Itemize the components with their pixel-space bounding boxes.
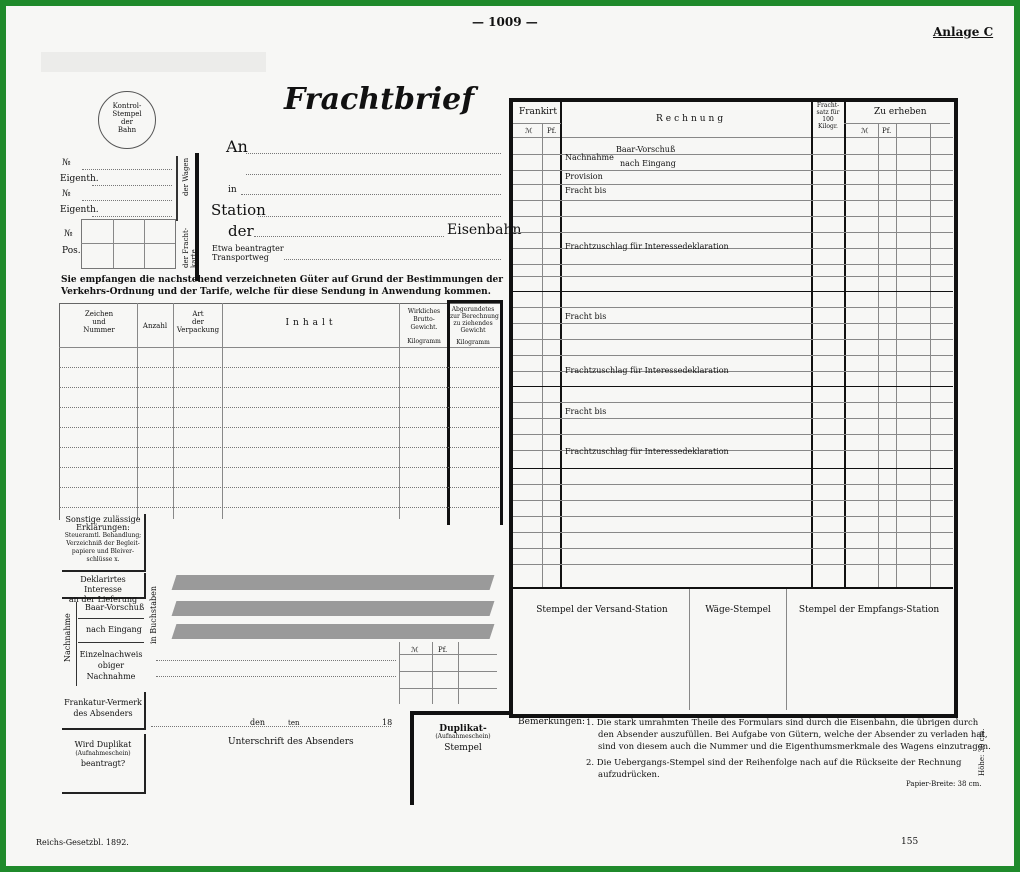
document-page	[6, 6, 1014, 866]
einzel-m-header: ℳ	[411, 646, 419, 654]
frankirt-header: Frankirt	[519, 107, 557, 117]
remarks-label: Bemerkungen:	[518, 717, 586, 727]
header-line: Art	[192, 310, 204, 318]
sig-year: 18	[382, 718, 393, 727]
block-line: Stempel	[444, 743, 482, 753]
paper-height: Höhe: 30 cm.	[978, 728, 986, 776]
page-number: — 1009 —	[472, 15, 538, 29]
header-line: Kilogramm	[456, 339, 490, 346]
col-header-inhalt: Inhalt	[285, 318, 337, 328]
transport-label	[212, 244, 284, 262]
col-header-abgerundet	[450, 306, 499, 346]
rechnung-zuschlag: Frachtzuschlag für Interessedeklaration	[565, 447, 729, 456]
address-an: An	[226, 137, 248, 156]
remark-line: den Absender auszufüllen. Bei Aufgabe von Gütern, welche der Absender zu verladen hat,	[598, 730, 988, 740]
stamp-waege: Wäge-Stempel	[705, 605, 771, 615]
rechnung-nach-eingang: nach Eingang	[620, 159, 676, 168]
rechnung-header: Rechnung	[656, 114, 727, 124]
duplikat-stamp-box	[410, 711, 512, 805]
remark-1	[586, 717, 991, 781]
header-line: Fracht-	[816, 102, 840, 109]
nachnahme-eingang: nach Eingang	[86, 625, 142, 634]
rechnung-provision: Provision	[565, 172, 603, 181]
header-line: zur Berechnung	[450, 313, 499, 320]
buchstaben-side-label: in Buchstaben	[149, 585, 158, 644]
header-line: Brutto-	[413, 316, 435, 323]
block-line: Einzelnachweis	[79, 650, 143, 659]
rechnung-baar: Baar-Vorschuß	[616, 145, 676, 154]
header-line: Kilogr.	[818, 123, 838, 130]
block-line: Nachnahme	[86, 672, 136, 681]
erheben-pf: Pf.	[882, 127, 892, 135]
frachtsatz-header	[812, 102, 844, 130]
footer-page: 155	[901, 837, 919, 847]
stamp-line: Stempel	[112, 110, 142, 118]
sig-den: den	[250, 718, 266, 727]
nachnahme-side-label: Nachnahme	[63, 613, 72, 662]
rechnung-nachnahme: Nachnahme	[565, 153, 614, 162]
rechnung-fracht-bis: Fracht bis	[565, 186, 607, 195]
header-line: satz für	[816, 109, 840, 116]
erheben-m: ℳ	[861, 127, 869, 135]
frachtkarte-pos-label: Pos.	[62, 246, 81, 256]
stamp-line: Kontrol-	[112, 102, 142, 110]
block-line: (Aufnahmeschein)	[435, 733, 491, 740]
remark-line: 1. Die stark umrahmten Theile des Formulars sind durch die Eisenbahn, die übrigen durch	[586, 718, 979, 728]
header-line: Nummer	[83, 326, 115, 334]
stamp-versand: Stempel der Versand-Station	[536, 605, 668, 615]
wagon-owner-label: Eigenth.	[60, 174, 99, 184]
header-line: Gewicht.	[410, 324, 438, 331]
block-line: Steueramtl. Behandlung;	[64, 532, 142, 539]
block-line: (Aufnahmeschein)	[75, 750, 131, 757]
header-line: Zeichen	[84, 310, 114, 318]
duplikat-question-block	[62, 734, 146, 794]
wagon-side-label: der Wagen	[182, 157, 190, 196]
frachtkarte-no-label: №	[64, 229, 73, 239]
rechnung-fracht-bis: Fracht bis	[565, 407, 607, 416]
frankirt-m: ℳ	[525, 127, 533, 135]
block-line: des Absenders	[73, 709, 133, 718]
nachnahme-baar: Baar-Vorschuß	[85, 603, 145, 612]
paper-width: Papier-Breite: 38 cm.	[906, 780, 982, 788]
header-line: Abgerundetes	[451, 306, 495, 313]
col-header-zeichen	[66, 310, 132, 334]
block-line: schlüsse x.	[86, 556, 120, 563]
address-eisenbahn: Eisenbahn	[447, 222, 522, 238]
block-line: Verzeichniß der Begleit-	[66, 540, 140, 547]
block-line: Deklarirtes Interesse	[80, 575, 126, 594]
amount-stripe	[172, 624, 495, 639]
block-line: Erklärungen:	[76, 523, 130, 532]
stamp-line: der	[121, 118, 133, 126]
address-in: in	[228, 185, 237, 195]
block-line: Frankatur-Vermerk	[64, 698, 142, 707]
stamp-line: Bahn	[117, 126, 137, 134]
rechnung-fracht-bis: Fracht bis	[565, 312, 607, 321]
frankirt-pf: Pf.	[547, 127, 557, 135]
block-line: papiere und Bleiver-	[71, 548, 135, 555]
amount-stripe	[172, 601, 495, 616]
remark-line: 2. Die Uebergangs-Stempel sind der Reihenfolge nach auf die Rückseite der Rechnung	[586, 758, 962, 768]
wagon-no-label: №	[62, 189, 71, 199]
block-line: beantragt?	[80, 759, 126, 768]
stamp-empfang: Stempel der Empfangs-Station	[798, 605, 940, 615]
block-line: obiger	[97, 661, 125, 670]
rechnung-zuschlag: Frachtzuschlag für Interessedeklaration	[565, 366, 729, 375]
transport-line: Transportweg	[212, 253, 269, 262]
rechnung-zuschlag: Frachtzuschlag für Interessedeklaration	[565, 242, 729, 251]
wagon-owner-label: Eigenth.	[60, 205, 99, 215]
faded-area	[41, 52, 266, 72]
amount-stripe	[172, 575, 495, 590]
deklariert-block	[62, 573, 146, 604]
address-der: der	[228, 222, 254, 240]
sonstige-block	[62, 514, 146, 572]
block-line: Sonstige zulässige	[65, 515, 141, 524]
sig-ten: ten	[288, 719, 300, 727]
footer-left: Reichs-Gesetzbl. 1892.	[36, 838, 129, 847]
zu-erheben-header: Zu erheben	[874, 107, 927, 117]
col-header-art	[174, 310, 222, 334]
remark-line: aufzudrücken.	[598, 770, 660, 780]
form-title: Frachtbrief	[284, 82, 475, 117]
col-header-anzahl: Anzahl	[142, 322, 168, 330]
frachtkarte-grid	[81, 219, 176, 269]
remark-line: sind von diesem auch die Nummer und die Eigenthumsmerkmale des Wagens einzutragen.	[598, 742, 991, 752]
frankatur-block	[62, 692, 146, 730]
wagon-no-label: №	[62, 158, 71, 168]
header-line: und	[92, 318, 106, 326]
col-header-gewicht	[401, 308, 447, 346]
einzelnachweis	[78, 649, 144, 682]
header-line: Gewicht	[460, 327, 486, 334]
notice-text: Sie empfangen die nachstehend verzeichneten Güter auf Grund der Bestimmungen der Verkehrs-Ordnung und der Tarife, welche für diese Sendung in Anwendung kommen.	[61, 275, 503, 297]
address-station: Station	[211, 201, 266, 219]
annex-label: Anlage C	[933, 25, 994, 39]
header-line: der	[192, 318, 204, 326]
kontrol-stamp-circle	[98, 91, 156, 149]
block-line: Duplikat-	[439, 724, 487, 734]
block-line: an der Lieferung	[68, 595, 138, 604]
header-line: 100	[822, 116, 834, 123]
signature-label: Unterschrift des Absenders	[228, 737, 354, 747]
block-line: Wird Duplikat	[74, 740, 132, 749]
header-line: Wirkliches	[407, 308, 441, 315]
header-line: zu ziehendes	[453, 320, 493, 327]
transport-line: Etwa beantragter	[212, 244, 284, 253]
header-line: Kilogramm	[407, 338, 441, 345]
header-line: Verpackung	[176, 326, 220, 334]
einzel-pf-header: Pf.	[438, 646, 448, 654]
frachtkarte-side-label: der Fracht-karte	[182, 227, 198, 268]
